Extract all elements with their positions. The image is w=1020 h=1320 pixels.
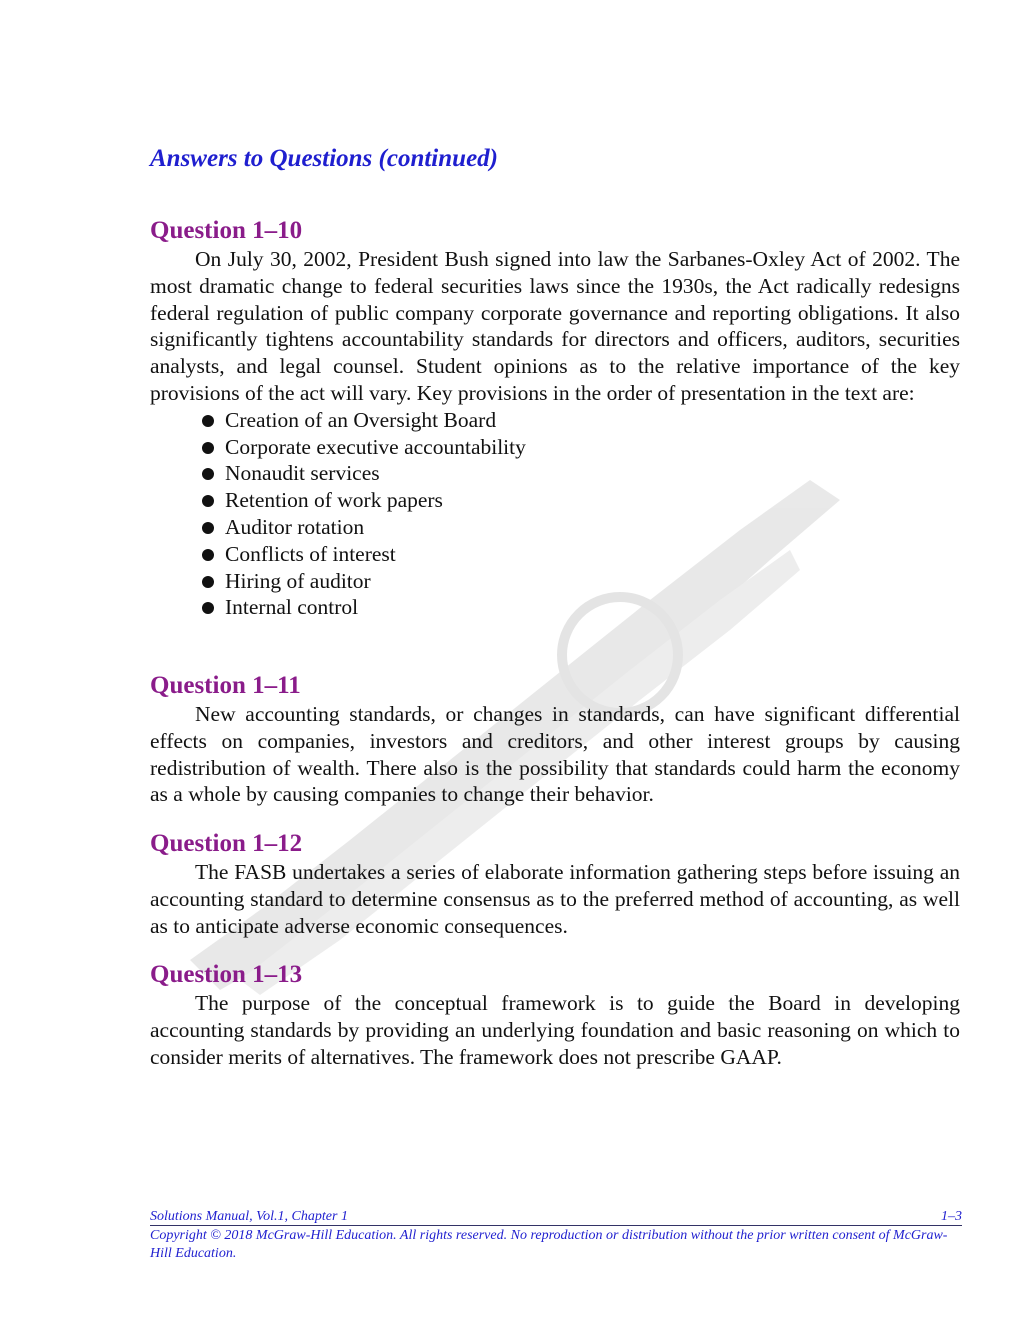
question-heading: Question 1–12 [150,830,303,857]
question-paragraph: On July 30, 2002, President Bush signed into law the Sarbanes-Oxley Act of 2002. The most dramatic change to federal securities laws since the 1930s, the Act radically redesigns federal regulation of public company corporate governance and reporting obligations. It also significantly tightens accountability standards for directors and officers, auditors, securities analysts, and legal counsel. Student opinions as to the relative importance of the key provisions of the act will vary. Key provisions in the order of presentation in the text are: [150,247,960,405]
question-paragraph: New accounting standards, or changes in standards, can have significant differential effects on companies, investors and creditors, and other interest groups by causing redistribution of wealth. There also is the possibility that standards could harm the economy as a whole by causing companies to change their behavior. [150,702,960,807]
question-heading: Question 1–10 [150,217,303,244]
footer-source: Solutions Manual, Vol.1, Chapter 1 [150,1209,348,1224]
question-paragraph: The purpose of the conceptual framework is to guide the Board in developing accounting standards by providing an underlying foundation and basic reasoning on which to consider merits of alternatives. The framework does not prescribe GAAP. [150,991,960,1069]
list-item: Auditor rotation [202,514,960,541]
question-heading: Question 1–13 [150,961,303,988]
question-paragraph: The FASB undertakes a series of elaborate information gathering steps before issuing an accounting standard to determine consensus as to the preferred method of accounting, as well as to anticipate adverse economic consequences. [150,860,960,938]
list-item: Retention of work papers [202,487,960,514]
document-page [150,0,960,1320]
bullet-icon [202,602,214,614]
list-item: Conflicts of interest [202,541,960,568]
copyright-notice: Copyright © 2018 McGraw-Hill Education. All rights reserved. No reproduction or distribution without the prior written consent of McGraw-Hill Education. [150,1228,948,1261]
list-item: Internal control [202,594,960,621]
list-item: Hiring of auditor [202,568,960,595]
question-block-1-11 [150,671,960,808]
bullet-icon [202,576,214,588]
question-heading: Question 1–11 [150,672,301,699]
bullet-icon [202,549,214,561]
page-number: 1–3 [941,1209,962,1224]
list-item: Creation of an Oversight Board [202,407,960,434]
bullet-icon [202,495,214,507]
bullet-icon [202,468,214,480]
bullet-icon [202,415,214,427]
page-footer [150,1208,962,1263]
bullet-icon [202,442,214,454]
question-block-1-10 [150,216,960,621]
list-item: Nonaudit services [202,460,960,487]
list-item: Corporate executive accountability [202,434,960,461]
provisions-list [150,407,960,621]
section-title: Answers to Questions (continued) [150,145,498,172]
footer-rule [150,1208,962,1226]
question-block-1-13 [150,960,960,1070]
question-block-1-12 [150,829,960,939]
bullet-icon [202,522,214,534]
